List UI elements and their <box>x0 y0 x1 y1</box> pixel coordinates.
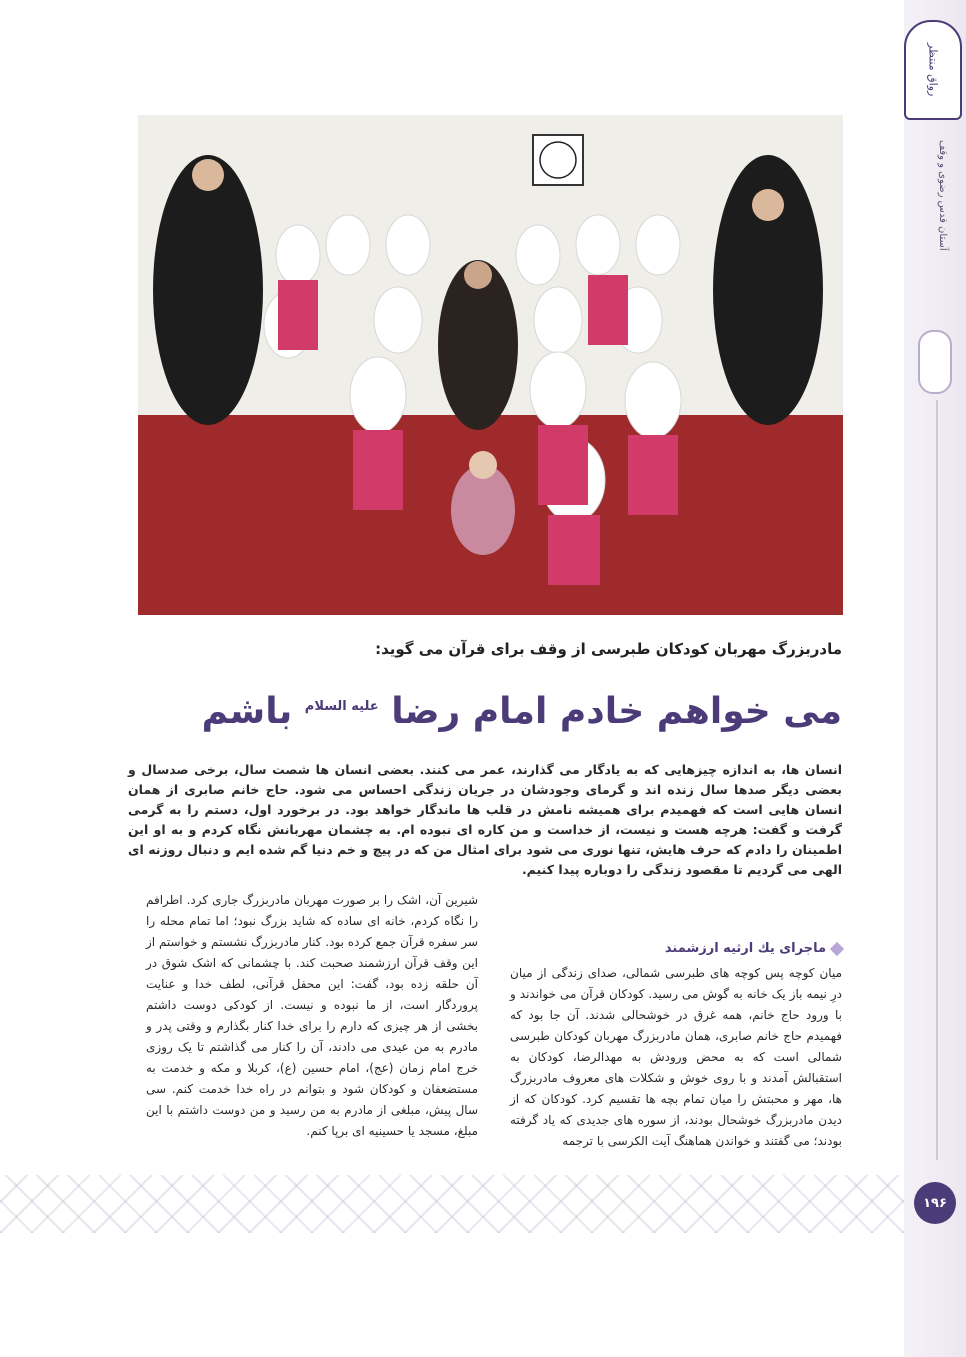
magazine-logo: رواق منتظر <box>904 20 962 120</box>
page-number: ۱۹۶ <box>914 1182 956 1224</box>
footer-pattern <box>0 1175 904 1233</box>
group-photo <box>138 115 843 615</box>
diamond-bullet-icon <box>830 941 844 955</box>
article-intro: انسان ها، به اندازه چیزهایی که به یادگار می گذارند، عمر می کنند. بعضی انسان ها شصت سال، برخی صدسال و بعضی دیگر صدها سال زنده اند و گرمای وجودشان در جریان زندگی احساس می شود. حاج خانم صابری از همان انسان هایی است که فهمیدم برای همیشه نامش در قلب ها ماندگار خواهد بود. در برخورد اول، دستم را به گرمی گرفت و گفت: هرچه هست و نیست، از خداست و من کاره ای نبوده ام. به چشمان مهربانش نگاه کردم و به او این اطمینان را دادم که حرف هایش، تنها نوری می شود برای امثال من که در پیچ و خم دنیا گم شده ایم و دنبال روزنه ای الهی می گردیم تا مقصود زندگی را دوباره پیدا کنیم. <box>128 762 842 877</box>
side-band <box>904 0 966 1357</box>
article-kicker: مادربزرگ مهربان کودکان طبرسی از وقف برای قرآن می گوید: <box>375 640 842 658</box>
column-right-text: میان کوچه پس کوچه های طبرسی شمالی، صدای زندگی از میان درِ نیمه باز یک خانه به گوش می رسید. کودکان قرآن می خواندند و با ورود حاج خانم، همه غرق در خوشحالی شدند. آن جا بود که فهمیدم حاج خانم صابری، همان مادربزرگ مهربان کودکان طبرسی شمالی است که به محض ورودش به مهدالرضا، کودکان به استقبالش آمدند و با روی خوش و شکلات های معروف مادربزرگ ها، مهر و محبتش را میان تمام بچه ها تقسیم کرد. کودکان که از دیدن مادربزرگ خوشحال بودند، از سوره های جدیدی که یاد گرفته بودند؛ می گفتند و خواندن هماهنگ آیت الکرسی با ترجمه <box>510 966 842 1148</box>
group-photo-icon <box>138 115 843 615</box>
section-title: ماجرای یك ارثیه ارزشمند <box>664 941 826 956</box>
lantern-ornament-icon <box>918 330 952 394</box>
section-heading <box>510 938 842 959</box>
honorific-mark: علیه السلام <box>304 699 379 714</box>
article-column-left: شیرین آن، اشک را بر صورت مهربان مادربزرگ جاری کرد. اطرافم را نگاه کردم، خانه ای ساده که شاید بزرگ نبود؛ اما تمام محله را سر سفره قرآن جمع کرده بود. کنار مادربزرگ نشستم و خواستم از این وقف قرآن ارزشمند صحبت کند. با چشمانی که اشک شوق در آن حلقه زده بود، گفت: این محفل قرآنی، لطف خدا و عنایت پروردگار است، از ما نبوده و نیست. از کودکی دوست داشتم بخشی از هر چیزی که دارم را برای خدا کنار بگذارم و وقتی پدر و مادرم به من عیدی می دادند، آن را کنار می گذاشتم تا یک روزی خرج امام زمان (عج)، امام حسین (ع)، کربلا و مکه و خدمت به مستضعفان و کودکان شود و بتوانم در راه خدا خدمت کنم. سی سال پیش، مبلغی از مادرم به من رسید و من دوست داشتم با این مبلغ، مسجد یا حسینیه ای برپا کنم. <box>146 893 478 1138</box>
headline-end: باشم <box>201 691 293 732</box>
sidebar-vertical-text: آستان قدس رضوی و وقف <box>937 140 948 251</box>
side-divider <box>936 400 938 1160</box>
headline-main: می خواهم خادم امام رضا <box>391 691 842 732</box>
article-column-right <box>510 938 842 1152</box>
article-headline <box>142 690 842 733</box>
